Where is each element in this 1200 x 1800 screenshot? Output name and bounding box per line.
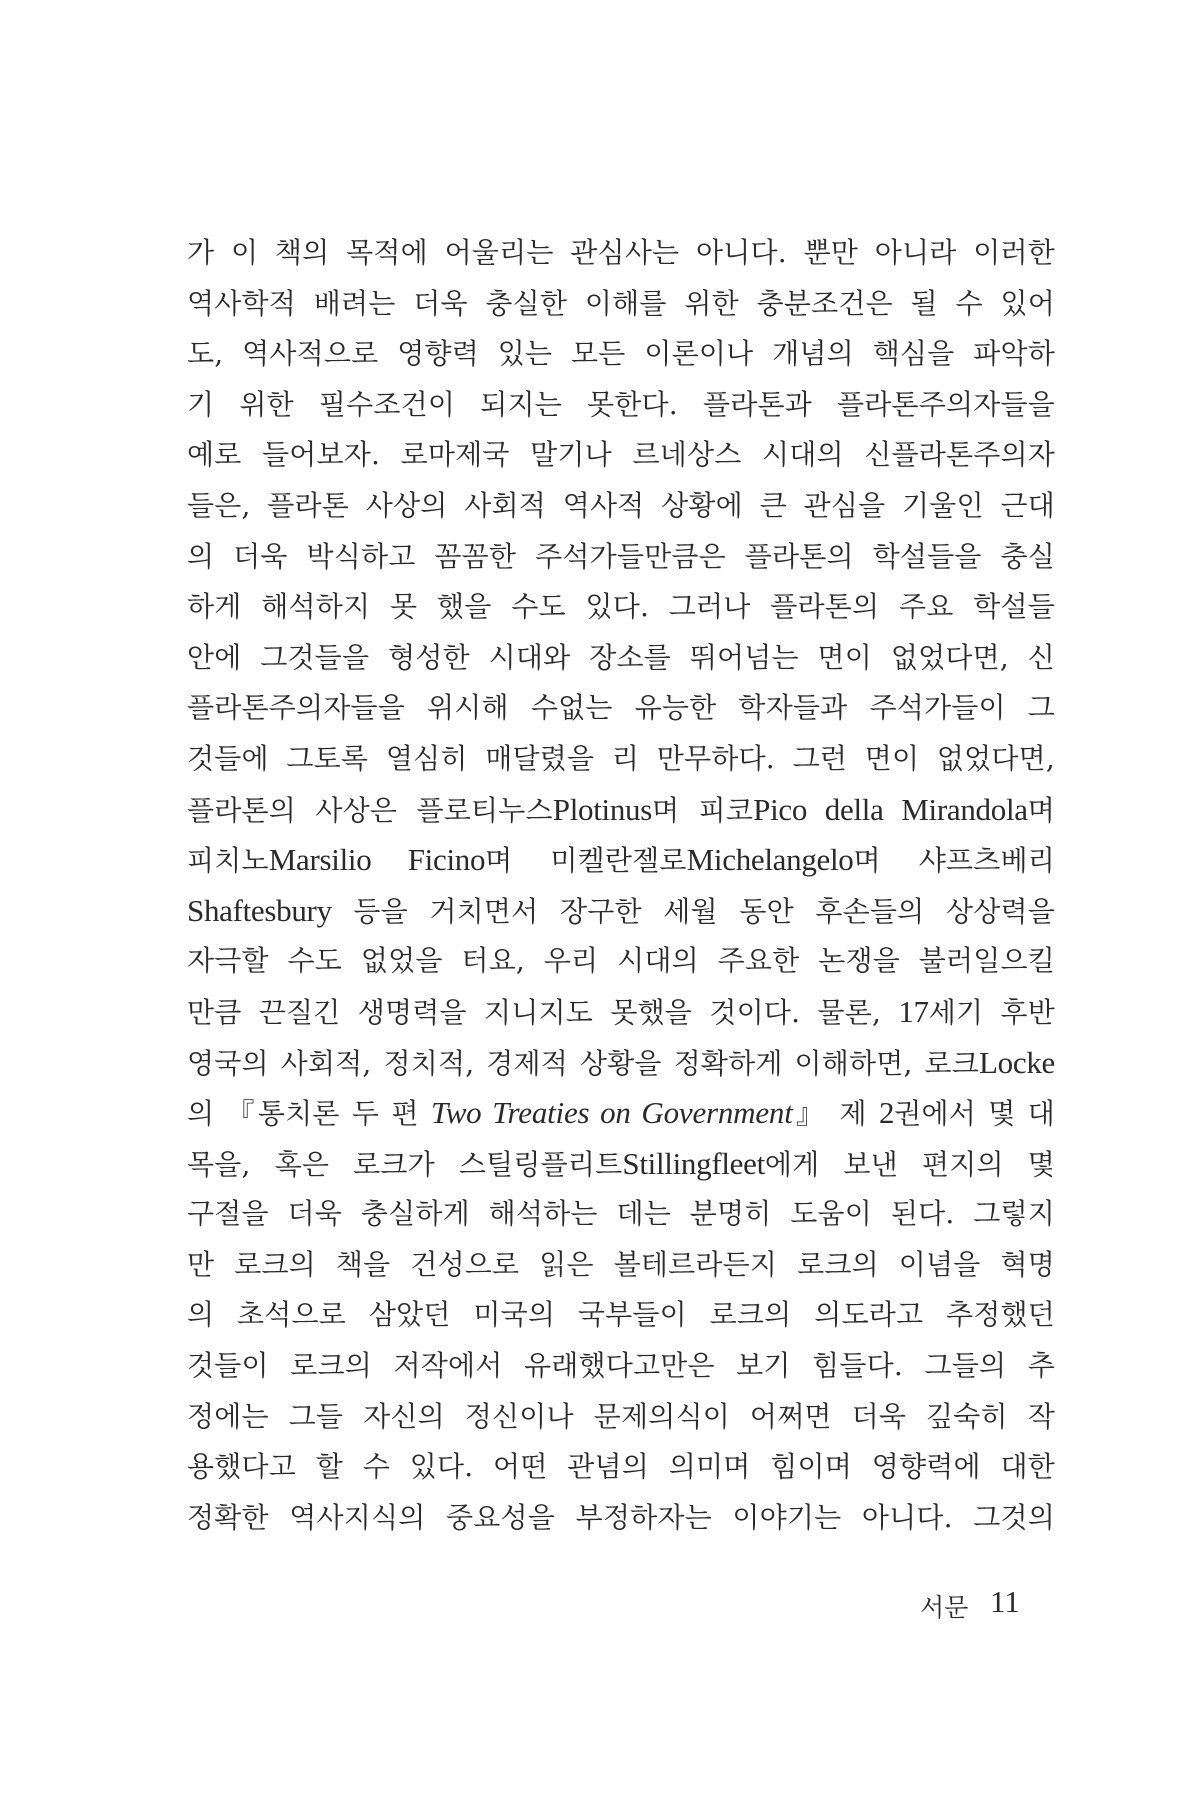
text-segment: 역사학적 배려는 더욱 충실한 이해를 위한 충분조건은 될 수 있어	[187, 286, 1055, 320]
text-line	[187, 785, 1055, 836]
text-line	[187, 1038, 1055, 1089]
text-line	[187, 1341, 1055, 1392]
text-line	[187, 430, 1055, 481]
text-segment: 며 피코	[652, 793, 754, 827]
text-segment: 들은, 플라톤 사상의 사회적 역사적 상황에 큰 관심을 기울인 근대	[187, 488, 1055, 522]
text-segment: 기 위한 필수조건이 되지는 못한다. 플라톤과 플라톤주의자들을	[187, 387, 1055, 421]
text-segment: 피치노	[187, 844, 269, 878]
latin-term: Marsilio Ficino	[268, 842, 486, 878]
page-number: 11	[990, 1584, 1020, 1619]
text-segment: 만 로크의 책을 건성으로 읽은 볼테르라든지 로크의 이념을 혁명	[187, 1247, 1055, 1281]
running-footer-section: 서문	[920, 1593, 969, 1622]
text-segment: 플라톤의 사상은 플로티누스	[187, 793, 553, 827]
latin-term: Locke	[979, 1044, 1055, 1080]
text-segment: 의 더욱 박식하고 꼼꼼한 주석가들만큼은 플라톤의 학설들을 충실	[187, 539, 1055, 573]
text-segment: 며	[1027, 793, 1055, 827]
latin-term: Michelangelo	[686, 842, 854, 878]
latin-term: Plotinus	[552, 791, 653, 827]
text-segment: 하게 해석하지 못 했을 수도 있다. 그러나 플라톤의 주요 학설들	[187, 590, 1055, 624]
latin-term: 2	[879, 1095, 895, 1131]
text-segment: 것들이 로크의 저작에서 유래했다고만은 보기 힘들다. 그들의 추	[187, 1349, 1055, 1383]
text-line	[187, 329, 1055, 380]
latin-term: Two Treaties on Government	[430, 1095, 793, 1131]
body-text	[187, 228, 1055, 1543]
text-line	[187, 279, 1055, 330]
text-segment: 가 이 책의 목적에 어울리는 관심사는 아니다. 뿐만 아니라 이러한	[187, 236, 1055, 269]
text-segment: 만큼 끈질긴 생명력을 지니지도 못했을 것이다. 물론,	[187, 995, 899, 1029]
text-segment: 의 『통치론 두 편	[187, 1097, 431, 1131]
text-segment: 며 샤프츠베리	[853, 844, 1056, 878]
text-line	[187, 886, 1055, 937]
text-line	[187, 683, 1055, 734]
text-line	[187, 1442, 1055, 1493]
text-line	[187, 1088, 1055, 1139]
text-line	[187, 1493, 1055, 1544]
text-segment: 며 미켈란젤로	[485, 844, 687, 878]
text-segment: 플라톤주의자들을 위시해 수없는 유능한 학자들과 주석가들이 그	[187, 691, 1055, 725]
text-line	[187, 1240, 1055, 1291]
text-segment: 세기 후반	[928, 995, 1055, 1029]
text-line	[187, 1290, 1055, 1341]
text-line	[187, 734, 1055, 785]
text-line	[187, 228, 1055, 279]
text-line	[187, 1392, 1055, 1443]
page-footer	[880, 1582, 1055, 1622]
text-line	[187, 582, 1055, 633]
text-line	[187, 936, 1055, 987]
text-segment: 』 제	[792, 1097, 879, 1131]
text-segment: 에게 보낸 편지의 몇	[764, 1147, 1055, 1181]
latin-term: Pico della Mirandola	[753, 791, 1028, 827]
text-line	[187, 987, 1055, 1038]
latin-term: Stillingfleet	[622, 1145, 765, 1181]
text-segment: 등을 거치면서 장구한 세월 동안 후손들의 상상력을	[331, 894, 1055, 928]
text-segment: 자극할 수도 없었을 터요, 우리 시대의 주요한 논쟁을 불러일으킬	[187, 944, 1055, 978]
text-segment: 의 초석으로 삼았던 미국의 국부들이 로크의 의도라고 추정했던	[187, 1298, 1055, 1332]
text-line	[187, 1189, 1055, 1240]
text-segment: 도, 역사적으로 영향력 있는 모든 이론이나 개념의 핵심을 파악하	[187, 337, 1055, 371]
text-segment: 용했다고 할 수 있다. 어떤 관념의 의미며 힘이며 영향력에 대한	[187, 1450, 1055, 1484]
text-line	[187, 380, 1055, 431]
text-segment: 정에는 그들 자신의 정신이나 문제의식이 어쩌면 더욱 깊숙히 작	[187, 1399, 1055, 1433]
text-segment: 것들에 그토록 열심히 매달렸을 리 만무하다. 그런 면이 없었다면,	[187, 741, 1055, 775]
text-segment: 정확한 역사지식의 중요성을 부정하자는 이야기는 아니다. 그것의	[187, 1500, 1055, 1534]
text-line	[187, 481, 1055, 532]
text-segment: 목을, 혹은 로크가 스틸링플리트	[187, 1147, 623, 1181]
text-segment: 구절을 더욱 충실하게 해석하는 데는 분명히 도움이 된다. 그렇지	[187, 1197, 1055, 1231]
text-line	[187, 835, 1055, 886]
text-segment: 영국의 사회적, 정치적, 경제적 상황을 정확하게 이해하면, 로크	[187, 1046, 980, 1080]
latin-term: 17	[898, 993, 929, 1029]
text-line	[187, 1139, 1055, 1190]
text-segment: 예로 들어보자. 로마제국 말기나 르네상스 시대의 신플라톤주의자	[187, 438, 1055, 472]
text-segment: 권에서 몇 대	[894, 1097, 1055, 1131]
latin-term: Shaftesbury	[187, 892, 332, 928]
text-line	[187, 532, 1055, 583]
text-segment: 안에 그것들을 형성한 시대와 장소를 뛰어넘는 면이 없었다면, 신	[187, 640, 1055, 674]
text-line	[187, 633, 1055, 684]
